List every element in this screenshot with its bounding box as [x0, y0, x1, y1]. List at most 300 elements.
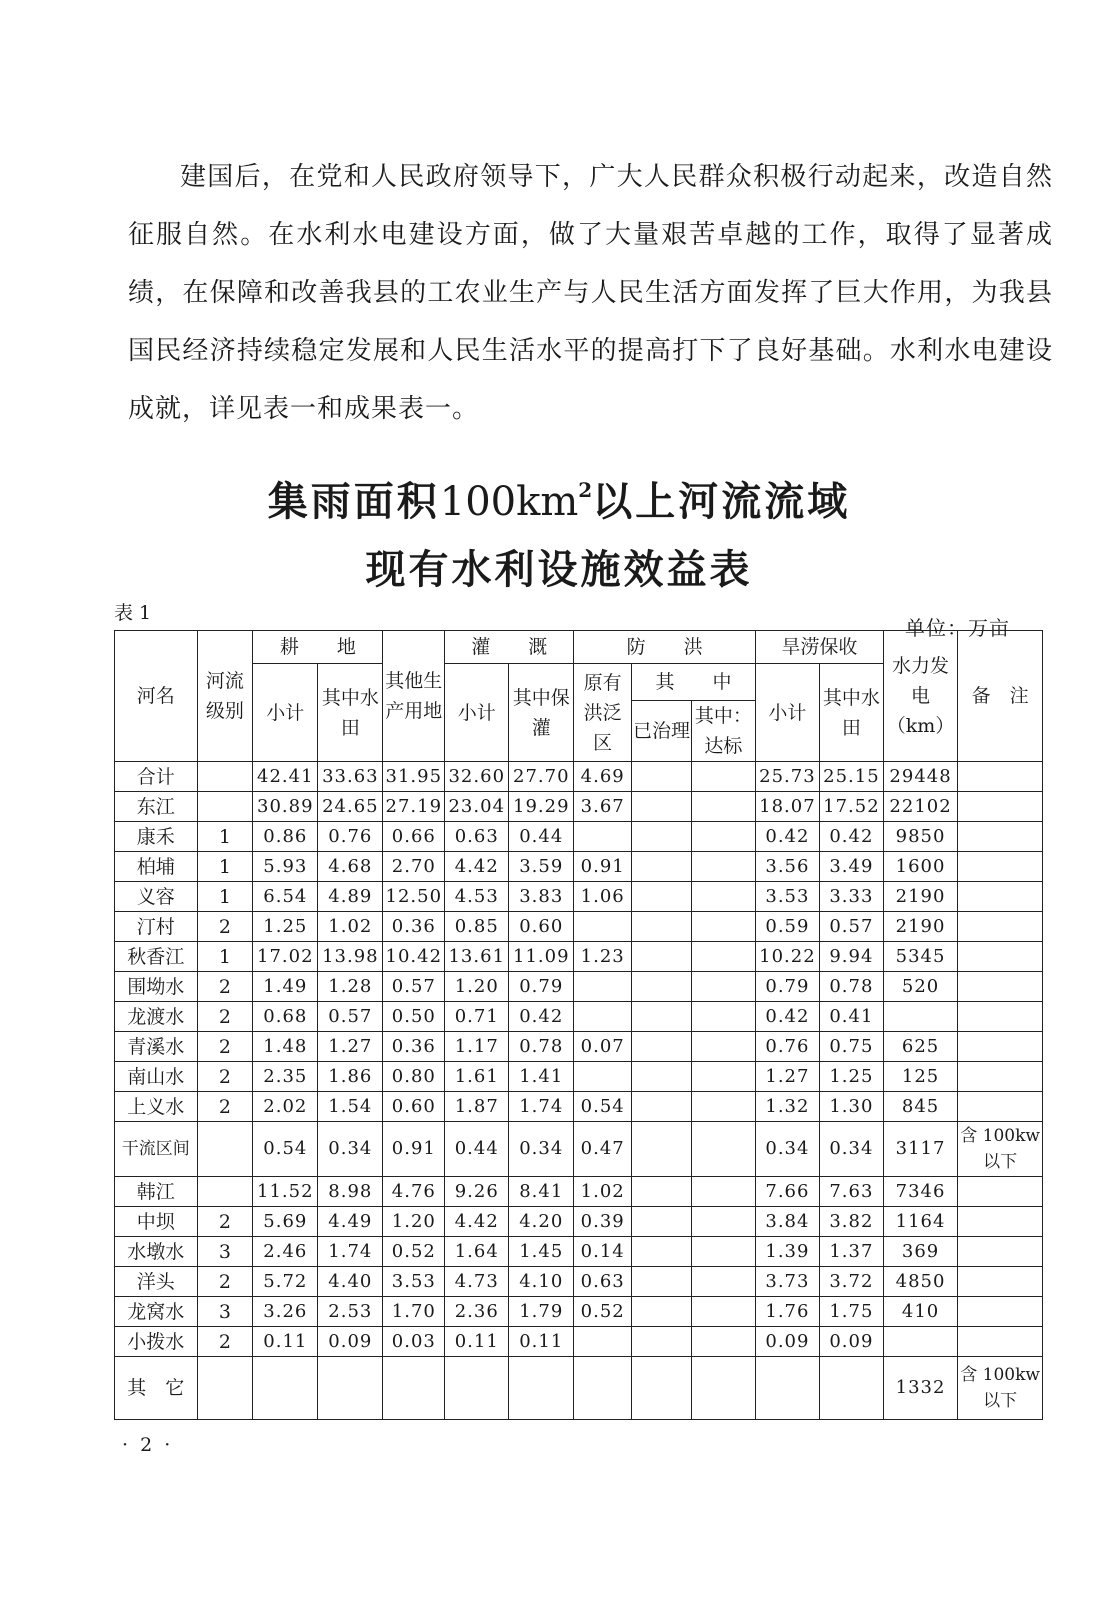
cell-drought-total	[755, 1357, 819, 1420]
cell-flood-standard	[691, 1062, 755, 1092]
cell-cultivated-total: 17.02	[253, 942, 318, 972]
cell-flood-area: 0.52	[574, 1297, 632, 1327]
table-row	[115, 1327, 1043, 1357]
cell-hydropower: 2190	[883, 912, 957, 942]
cell-irrigation-guaranteed: 0.60	[509, 912, 574, 942]
cell-drought-paddy	[819, 1357, 883, 1420]
cell-flood-standard	[691, 882, 755, 912]
cell-flood-area: 0.63	[574, 1267, 632, 1297]
cell-river-name: 围坳水	[115, 972, 198, 1002]
cell-irrigation-guaranteed: 27.70	[509, 762, 574, 792]
page-number: · 2 ·	[122, 1434, 174, 1456]
cell-flood-standard	[691, 1002, 755, 1032]
title-suffix: 以上河流流域	[592, 478, 851, 525]
table-row	[115, 1267, 1043, 1297]
cell-drought-paddy: 3.33	[819, 882, 883, 912]
cell-river-name: 东江	[115, 792, 198, 822]
cell-cultivated-total: 2.46	[253, 1237, 318, 1267]
table-row	[115, 792, 1043, 822]
cell-river-level: 1	[197, 882, 253, 912]
header-irrigation: 灌 溉	[445, 631, 574, 664]
cell-river-level	[197, 1177, 253, 1207]
cell-cultivated-paddy: 0.57	[318, 1002, 383, 1032]
cell-other-land: 0.60	[383, 1092, 445, 1122]
table-row	[115, 942, 1043, 972]
cell-flood-standard	[691, 972, 755, 1002]
cell-cultivated-paddy: 0.76	[318, 822, 383, 852]
cell-river-level: 2	[197, 1207, 253, 1237]
header-row-1	[115, 631, 1043, 664]
cell-cultivated-total: 5.93	[253, 852, 318, 882]
cell-river-name: 龙窝水	[115, 1297, 198, 1327]
cell-other-land: 1.20	[383, 1207, 445, 1237]
cell-river-level	[197, 1357, 253, 1420]
cell-cultivated-total: 6.54	[253, 882, 318, 912]
title-prefix: 集雨面积	[267, 478, 440, 525]
cell-flood-area	[574, 1062, 632, 1092]
cell-river-name: 汀村	[115, 912, 198, 942]
cell-drought-paddy: 0.42	[819, 822, 883, 852]
cell-cultivated-paddy: 4.49	[318, 1207, 383, 1237]
cell-irrigation-guaranteed: 1.79	[509, 1297, 574, 1327]
cell-river-name: 中坝	[115, 1207, 198, 1237]
cell-flood-standard	[691, 912, 755, 942]
cell-irrigation-total: 0.85	[445, 912, 509, 942]
cell-irrigation-total: 9.26	[445, 1177, 509, 1207]
cell-hydropower: 410	[883, 1297, 957, 1327]
cell-other-land: 4.76	[383, 1177, 445, 1207]
cell-other-land: 0.52	[383, 1237, 445, 1267]
cell-flood-area	[574, 822, 632, 852]
table-row	[115, 1207, 1043, 1237]
cell-cultivated-total: 42.41	[253, 762, 318, 792]
cell-river-level: 2	[197, 1092, 253, 1122]
cell-hydropower: 5345	[883, 942, 957, 972]
cell-irrigation-total: 4.42	[445, 1207, 509, 1237]
intro-paragraph: 建国后，在党和人民政府领导下，广大人民群众积极行动起来，改造自然征服自然。在水利水电建设方面，做了大量艰苦卓越的工作，取得了显著成绩，在保障和改善我县的工农业生产与人民生活方面发挥了巨大作用，为我县国民经济持续稳定发展和人民生活水平的提高打下了良好基础。水利水电建设成就，详见表一和成果表一。	[128, 162, 1053, 424]
cell-remark	[958, 912, 1043, 942]
cell-cultivated-paddy: 4.68	[318, 852, 383, 882]
header-flood-treated: 已治理	[632, 701, 692, 762]
cell-other-land: 0.36	[383, 1032, 445, 1062]
cell-cultivated-total: 1.48	[253, 1032, 318, 1062]
cell-flood-treated	[632, 1177, 692, 1207]
cell-cultivated-paddy: 1.27	[318, 1032, 383, 1062]
cell-hydropower: 845	[883, 1092, 957, 1122]
cell-flood-treated	[632, 1327, 692, 1357]
cell-hydropower: 7346	[883, 1177, 957, 1207]
cell-hydropower: 2190	[883, 882, 957, 912]
cell-river-level: 1	[197, 942, 253, 972]
cell-drought-total: 1.32	[755, 1092, 819, 1122]
cell-cultivated-paddy: 1.02	[318, 912, 383, 942]
cell-flood-area: 1.23	[574, 942, 632, 972]
cell-cultivated-total: 2.35	[253, 1062, 318, 1092]
cell-drought-total: 3.84	[755, 1207, 819, 1237]
cell-remark	[958, 1207, 1043, 1237]
cell-cultivated-paddy	[318, 1357, 383, 1420]
cell-cultivated-paddy: 1.54	[318, 1092, 383, 1122]
cell-river-name: 康禾	[115, 822, 198, 852]
cell-river-name: 义容	[115, 882, 198, 912]
cell-remark: 含 100kw 以下	[958, 1357, 1043, 1420]
cell-remark	[958, 972, 1043, 1002]
cell-river-level: 1	[197, 852, 253, 882]
cell-irrigation-total: 1.20	[445, 972, 509, 1002]
cell-irrigation-total: 0.63	[445, 822, 509, 852]
cell-hydropower: 1332	[883, 1357, 957, 1420]
cell-river-name: 柏埔	[115, 852, 198, 882]
cell-drought-total: 1.27	[755, 1062, 819, 1092]
cell-river-level: 2	[197, 972, 253, 1002]
cell-remark	[958, 852, 1043, 882]
cell-river-name: 合计	[115, 762, 198, 792]
header-flood-among: 其 中	[632, 664, 756, 701]
cell-remark	[958, 822, 1043, 852]
cell-drought-paddy: 3.72	[819, 1267, 883, 1297]
cell-drought-total: 7.66	[755, 1177, 819, 1207]
cell-irrigation-guaranteed: 1.45	[509, 1237, 574, 1267]
cell-drought-paddy: 25.15	[819, 762, 883, 792]
cell-flood-treated	[632, 1237, 692, 1267]
cell-irrigation-guaranteed: 0.42	[509, 1002, 574, 1032]
cell-other-land: 0.91	[383, 1122, 445, 1177]
cell-remark: 含 100kw 以下	[958, 1122, 1043, 1177]
cell-drought-total: 0.42	[755, 822, 819, 852]
cell-remark	[958, 1327, 1043, 1357]
cell-drought-total: 0.79	[755, 972, 819, 1002]
cell-river-name: 韩江	[115, 1177, 198, 1207]
cell-river-level	[197, 792, 253, 822]
cell-flood-standard	[691, 1357, 755, 1420]
table-number: 表 1	[114, 602, 152, 624]
cell-cultivated-paddy: 24.65	[318, 792, 383, 822]
cell-hydropower: 29448	[883, 762, 957, 792]
cell-cultivated-total: 0.68	[253, 1002, 318, 1032]
cell-flood-area: 4.69	[574, 762, 632, 792]
cell-cultivated-paddy: 1.86	[318, 1062, 383, 1092]
cell-river-level: 3	[197, 1237, 253, 1267]
cell-irrigation-total: 0.71	[445, 1002, 509, 1032]
cell-drought-total: 10.22	[755, 942, 819, 972]
cell-flood-treated	[632, 972, 692, 1002]
table-row	[115, 762, 1043, 792]
cell-river-level: 3	[197, 1297, 253, 1327]
header-other-land: 其他生产用地	[383, 631, 445, 762]
cell-river-name: 秋香江	[115, 942, 198, 972]
cell-irrigation-guaranteed: 0.78	[509, 1032, 574, 1062]
header-flood-standard: 其中：达标	[691, 701, 755, 762]
cell-remark	[958, 792, 1043, 822]
cell-cultivated-total: 5.72	[253, 1267, 318, 1297]
cell-flood-treated	[632, 1032, 692, 1062]
cell-cultivated-paddy: 4.40	[318, 1267, 383, 1297]
cell-irrigation-total: 23.04	[445, 792, 509, 822]
cell-hydropower: 3117	[883, 1122, 957, 1177]
cell-remark	[958, 1002, 1043, 1032]
cell-river-level: 2	[197, 1267, 253, 1297]
cell-remark	[958, 1032, 1043, 1062]
cell-river-name: 洋头	[115, 1267, 198, 1297]
cell-irrigation-guaranteed: 19.29	[509, 792, 574, 822]
cell-cultivated-total: 1.25	[253, 912, 318, 942]
cell-river-name: 青溪水	[115, 1032, 198, 1062]
cell-cultivated-paddy: 8.98	[318, 1177, 383, 1207]
cell-cultivated-total: 1.49	[253, 972, 318, 1002]
cell-flood-standard	[691, 1032, 755, 1062]
cell-drought-total: 3.56	[755, 852, 819, 882]
cell-cultivated-total: 5.69	[253, 1207, 318, 1237]
cell-cultivated-total: 11.52	[253, 1177, 318, 1207]
table-row	[115, 972, 1043, 1002]
cell-flood-area: 0.07	[574, 1032, 632, 1062]
cell-river-name: 小拨水	[115, 1327, 198, 1357]
cell-other-land: 0.80	[383, 1062, 445, 1092]
cell-irrigation-total: 1.61	[445, 1062, 509, 1092]
cell-flood-area: 1.02	[574, 1177, 632, 1207]
cell-flood-area: 3.67	[574, 792, 632, 822]
cell-irrigation-total: 4.42	[445, 852, 509, 882]
cell-cultivated-total: 2.02	[253, 1092, 318, 1122]
cell-flood-treated	[632, 1122, 692, 1177]
table-row	[115, 882, 1043, 912]
cell-river-level: 2	[197, 1062, 253, 1092]
cell-irrigation-guaranteed: 0.79	[509, 972, 574, 1002]
cell-drought-paddy: 1.30	[819, 1092, 883, 1122]
cell-flood-area: 0.14	[574, 1237, 632, 1267]
cell-flood-treated	[632, 1002, 692, 1032]
cell-irrigation-total: 0.11	[445, 1327, 509, 1357]
cell-flood-treated	[632, 1297, 692, 1327]
cell-drought-total: 25.73	[755, 762, 819, 792]
cell-cultivated-total: 30.89	[253, 792, 318, 822]
cell-hydropower: 4850	[883, 1267, 957, 1297]
cell-cultivated-paddy: 1.74	[318, 1237, 383, 1267]
table-row	[115, 1297, 1043, 1327]
cell-hydropower: 1600	[883, 852, 957, 882]
cell-drought-total: 0.59	[755, 912, 819, 942]
header-cultivated-paddy: 其中水田	[318, 664, 383, 762]
cell-cultivated-total: 0.54	[253, 1122, 318, 1177]
cell-drought-paddy: 7.63	[819, 1177, 883, 1207]
cell-drought-paddy: 3.49	[819, 852, 883, 882]
cell-other-land: 10.42	[383, 942, 445, 972]
header-river-name: 河名	[115, 631, 198, 762]
header-irrigation-total: 小计	[445, 664, 509, 762]
cell-irrigation-guaranteed: 4.10	[509, 1267, 574, 1297]
cell-irrigation-guaranteed: 0.11	[509, 1327, 574, 1357]
cell-drought-total: 1.39	[755, 1237, 819, 1267]
cell-irrigation-guaranteed: 1.41	[509, 1062, 574, 1092]
cell-hydropower	[883, 1327, 957, 1357]
table-row	[115, 1237, 1043, 1267]
cell-flood-standard	[691, 1297, 755, 1327]
cell-cultivated-total: 3.26	[253, 1297, 318, 1327]
cell-irrigation-guaranteed: 0.44	[509, 822, 574, 852]
table-row	[115, 1092, 1043, 1122]
cell-other-land: 0.66	[383, 822, 445, 852]
cell-drought-paddy: 0.75	[819, 1032, 883, 1062]
cell-hydropower	[883, 1002, 957, 1032]
table-title-line1	[0, 470, 1118, 527]
cell-remark	[958, 1092, 1043, 1122]
cell-drought-paddy: 3.82	[819, 1207, 883, 1237]
cell-irrigation-total: 1.64	[445, 1237, 509, 1267]
header-river-level: 河流级别	[197, 631, 253, 762]
cell-flood-standard	[691, 792, 755, 822]
header-cultivated-total: 小计	[253, 664, 318, 762]
cell-irrigation-guaranteed: 3.59	[509, 852, 574, 882]
cell-flood-treated	[632, 942, 692, 972]
cell-irrigation-total: 2.36	[445, 1297, 509, 1327]
table-body	[115, 631, 1043, 1420]
header-drought-total: 小计	[755, 664, 819, 762]
cell-drought-total: 1.76	[755, 1297, 819, 1327]
cell-irrigation-guaranteed: 1.74	[509, 1092, 574, 1122]
cell-flood-treated	[632, 852, 692, 882]
cell-flood-area: 0.54	[574, 1092, 632, 1122]
cell-flood-area: 0.47	[574, 1122, 632, 1177]
cell-remark	[958, 762, 1043, 792]
cell-flood-area: 0.91	[574, 852, 632, 882]
cell-remark	[958, 1297, 1043, 1327]
cell-flood-standard	[691, 1122, 755, 1177]
cell-flood-standard	[691, 1237, 755, 1267]
cell-other-land	[383, 1357, 445, 1420]
cell-irrigation-total: 1.87	[445, 1092, 509, 1122]
cell-hydropower: 9850	[883, 822, 957, 852]
cell-drought-paddy: 0.41	[819, 1002, 883, 1032]
cell-drought-paddy: 0.57	[819, 912, 883, 942]
cell-cultivated-total: 0.11	[253, 1327, 318, 1357]
cell-flood-standard	[691, 942, 755, 972]
cell-flood-standard	[691, 1092, 755, 1122]
cell-flood-standard	[691, 1207, 755, 1237]
cell-irrigation-guaranteed: 8.41	[509, 1177, 574, 1207]
cell-remark	[958, 1267, 1043, 1297]
cell-river-name: 水墩水	[115, 1237, 198, 1267]
header-remark: 备 注	[958, 631, 1043, 762]
cell-other-land: 27.19	[383, 792, 445, 822]
cell-irrigation-total	[445, 1357, 509, 1420]
cell-other-land: 3.53	[383, 1267, 445, 1297]
cell-irrigation-guaranteed: 0.34	[509, 1122, 574, 1177]
cell-other-land: 1.70	[383, 1297, 445, 1327]
header-hydropower: 水力发电（km）	[883, 631, 957, 762]
table-row	[115, 822, 1043, 852]
cell-flood-treated	[632, 822, 692, 852]
table-row	[115, 1357, 1043, 1420]
cell-cultivated-total: 0.86	[253, 822, 318, 852]
cell-cultivated-total	[253, 1357, 318, 1420]
cell-irrigation-guaranteed: 3.83	[509, 882, 574, 912]
header-drought-flood: 旱涝保收	[755, 631, 883, 664]
cell-drought-total: 3.73	[755, 1267, 819, 1297]
table-row	[115, 912, 1043, 942]
table-row	[115, 1062, 1043, 1092]
cell-flood-treated	[632, 1267, 692, 1297]
cell-drought-total: 0.76	[755, 1032, 819, 1062]
cell-drought-total: 18.07	[755, 792, 819, 822]
cell-remark	[958, 882, 1043, 912]
cell-hydropower: 520	[883, 972, 957, 1002]
cell-drought-paddy: 1.75	[819, 1297, 883, 1327]
cell-irrigation-total: 0.44	[445, 1122, 509, 1177]
cell-flood-area	[574, 972, 632, 1002]
cell-river-name: 龙渡水	[115, 1002, 198, 1032]
cell-irrigation-total: 13.61	[445, 942, 509, 972]
cell-drought-total: 0.09	[755, 1327, 819, 1357]
cell-flood-area	[574, 1002, 632, 1032]
table-unit: 单位：万亩	[905, 616, 1010, 640]
cell-irrigation-total: 4.73	[445, 1267, 509, 1297]
cell-flood-standard	[691, 822, 755, 852]
cell-drought-total: 3.53	[755, 882, 819, 912]
cell-irrigation-total: 1.17	[445, 1032, 509, 1062]
cell-river-level	[197, 1122, 253, 1177]
header-drought-paddy: 其中水田	[819, 664, 883, 762]
cell-other-land: 12.50	[383, 882, 445, 912]
cell-river-level: 2	[197, 1002, 253, 1032]
cell-river-name: 南山水	[115, 1062, 198, 1092]
cell-other-land: 0.57	[383, 972, 445, 1002]
cell-flood-standard	[691, 762, 755, 792]
benefit-table	[114, 630, 1043, 1420]
cell-drought-paddy: 9.94	[819, 942, 883, 972]
cell-cultivated-paddy: 0.34	[318, 1122, 383, 1177]
table-title-line2: 现有水利设施效益表	[365, 546, 753, 593]
cell-hydropower: 625	[883, 1032, 957, 1062]
cell-drought-paddy: 17.52	[819, 792, 883, 822]
cell-flood-treated	[632, 1092, 692, 1122]
cell-flood-treated	[632, 792, 692, 822]
cell-river-level: 1	[197, 822, 253, 852]
table-row	[115, 852, 1043, 882]
cell-hydropower: 22102	[883, 792, 957, 822]
cell-remark	[958, 1177, 1043, 1207]
header-irrigation-guaranteed: 其中保灌	[509, 664, 574, 762]
cell-irrigation-total: 32.60	[445, 762, 509, 792]
cell-flood-treated	[632, 912, 692, 942]
cell-flood-area	[574, 1357, 632, 1420]
cell-irrigation-total: 4.53	[445, 882, 509, 912]
cell-hydropower: 1164	[883, 1207, 957, 1237]
header-flood-control: 防 洪	[574, 631, 756, 664]
cell-drought-paddy: 1.25	[819, 1062, 883, 1092]
table-row	[115, 1177, 1043, 1207]
cell-flood-treated	[632, 1062, 692, 1092]
table-row	[115, 1122, 1043, 1177]
cell-river-level: 2	[197, 912, 253, 942]
cell-drought-paddy: 0.78	[819, 972, 883, 1002]
cell-flood-area	[574, 1327, 632, 1357]
cell-other-land: 0.36	[383, 912, 445, 942]
cell-flood-treated	[632, 1207, 692, 1237]
title-superscript: 2	[578, 478, 593, 502]
cell-remark	[958, 942, 1043, 972]
cell-flood-treated	[632, 1357, 692, 1420]
cell-cultivated-paddy: 0.09	[318, 1327, 383, 1357]
cell-flood-standard	[691, 1177, 755, 1207]
cell-river-level	[197, 762, 253, 792]
cell-remark	[958, 1237, 1043, 1267]
cell-hydropower: 125	[883, 1062, 957, 1092]
cell-irrigation-guaranteed	[509, 1357, 574, 1420]
cell-other-land: 31.95	[383, 762, 445, 792]
cell-drought-paddy: 1.37	[819, 1237, 883, 1267]
cell-drought-total: 0.34	[755, 1122, 819, 1177]
cell-river-level: 2	[197, 1327, 253, 1357]
